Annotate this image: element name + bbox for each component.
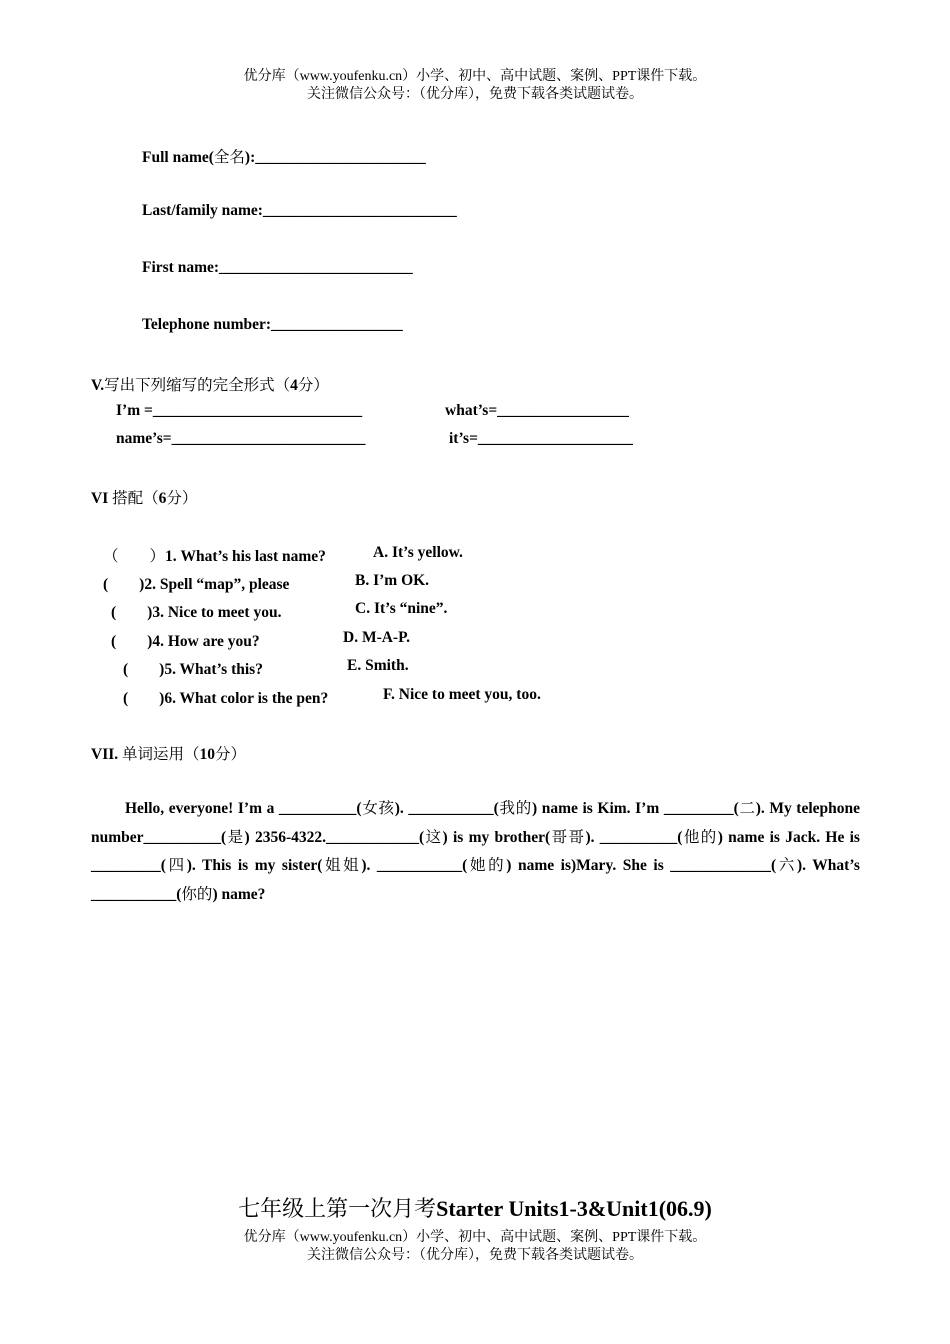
answer-paren: ( ): [123, 661, 165, 678]
question-text: 1. What’s his last name?: [165, 548, 326, 565]
chinese-hint: 他的: [682, 828, 718, 846]
paragraph-text: ). This is my sister(: [186, 857, 323, 874]
question-text: 6. What color is the pen?: [164, 690, 329, 707]
answer-paren: ( ): [111, 604, 153, 621]
chinese-hint: 哥哥: [550, 828, 586, 846]
match-answer-e: E. Smith.: [347, 657, 409, 674]
chinese-hint: 女孩: [361, 800, 395, 817]
chinese-hint: 姐姐: [322, 857, 362, 874]
full-name-blank: ):______________________: [244, 149, 426, 166]
footer-line-1: 优分库（www.youfenku.cn）小学、初中、高中试题、案例、PPT课件下载。: [243, 1230, 707, 1245]
word-use-paragraph: [91, 795, 860, 909]
paragraph-text: ). My telephone number__________(: [91, 800, 861, 846]
abbr-im: I’m =___________________________: [116, 402, 363, 419]
answer-paren: （ ）: [103, 548, 166, 565]
section-6-heading: [91, 486, 197, 508]
paragraph-text: ). ___________(: [361, 857, 468, 874]
section-5-title: 写出下列缩写的完全形式（: [104, 377, 291, 394]
question-text: 4. How are you?: [152, 633, 260, 650]
chinese-hint: 她的: [467, 857, 507, 874]
match-answer-f: F. Nice to meet you, too.: [383, 686, 541, 703]
section-7-heading: [91, 742, 246, 764]
question-text: 2. Spell “map”, please: [144, 576, 290, 593]
chinese-hint: 我的: [498, 800, 532, 817]
answer-paren: ( ): [111, 633, 153, 650]
section-5-number: V.: [91, 377, 105, 394]
first-name-field: First name:_________________________: [142, 259, 413, 276]
section-5-heading: [91, 373, 329, 395]
match-question-4: [111, 629, 260, 651]
match-answer-a: A. It’s yellow.: [373, 544, 463, 561]
section-5-score-unit: 分）: [297, 377, 329, 394]
answer-paren: ( ): [103, 576, 145, 593]
match-answer-d: D. M-A-P.: [343, 629, 411, 646]
section-5-score: 4: [290, 377, 298, 394]
paragraph-text: ). ___________(: [394, 800, 499, 817]
abbr-whats: what’s=_________________: [445, 402, 629, 419]
paragraph-text: ) name is Jack. He is _________(: [91, 828, 860, 874]
paragraph-text: ) 2356-4322.____________(: [244, 828, 425, 846]
match-answer-c: C. It’s “nine”.: [355, 600, 448, 617]
section-6-score: 6: [158, 490, 167, 507]
match-question-5: [123, 657, 263, 679]
exam-title-cn: 七年级上第一次月考: [238, 1196, 437, 1221]
full-name-cn: 全名: [213, 149, 245, 166]
abbr-names: name’s=_________________________: [116, 430, 366, 447]
match-answer-b: B. I’m OK.: [355, 572, 430, 589]
paragraph-text: ) name is Kim. I’m _________(: [531, 800, 739, 817]
abbr-its: it’s=____________________: [449, 430, 633, 447]
paragraph-text: ). What’s ___________(: [91, 857, 860, 903]
exam-title-en: Starter Units1-3&Unit1(06.9): [436, 1196, 712, 1221]
full-name-label: Full name(: [142, 149, 214, 166]
full-name-field: [142, 145, 426, 167]
paragraph-text: ) name?: [212, 885, 266, 903]
answer-paren: ( ): [123, 690, 165, 707]
section-6-score-unit: 分）: [166, 490, 198, 507]
paragraph-text: Hello, everyone! I’m a __________(: [125, 800, 362, 817]
match-question-2: [103, 572, 289, 594]
chinese-hint: 六: [776, 857, 797, 874]
chinese-hint: 是: [226, 828, 245, 846]
section-7-score-unit: 分）: [215, 746, 247, 763]
chinese-hint: 这: [424, 828, 443, 846]
telephone-field: Telephone number:_________________: [142, 316, 403, 333]
question-text: 5. What’s this?: [164, 661, 263, 678]
exam-title: [0, 1192, 950, 1223]
section-6-title: 搭配（: [112, 490, 159, 507]
header-line-2: 关注微信公众号：（优分库），免费下载各类试题试卷。: [307, 87, 643, 102]
match-question-1: [103, 544, 326, 566]
paragraph-text: ) name is)Mary. She is _____________(: [506, 857, 777, 874]
header-line-1: 优分库（www.youfenku.cn）小学、初中、高中试题、案例、PPT课件下载。: [243, 69, 707, 84]
paragraph-text: ). __________(: [585, 828, 683, 846]
section-7-score: 10: [199, 746, 216, 763]
chinese-hint: 四: [165, 857, 187, 874]
footer-line-2: 关注微信公众号：（优分库），免费下载各类试题试卷。: [307, 1248, 643, 1263]
chinese-hint: 你的: [181, 885, 213, 903]
section-7-number: VII.: [91, 746, 119, 763]
section-6-number: VI: [91, 490, 109, 507]
match-question-6: [123, 686, 328, 708]
section-7-title: 单词运用（: [122, 746, 200, 763]
question-text: 3. Nice to meet you.: [152, 604, 282, 621]
last-name-field: Last/family name:_________________________: [142, 202, 457, 219]
match-question-3: [111, 600, 281, 622]
chinese-hint: 二: [738, 800, 756, 817]
paragraph-text: ) is my brother(: [442, 828, 551, 846]
